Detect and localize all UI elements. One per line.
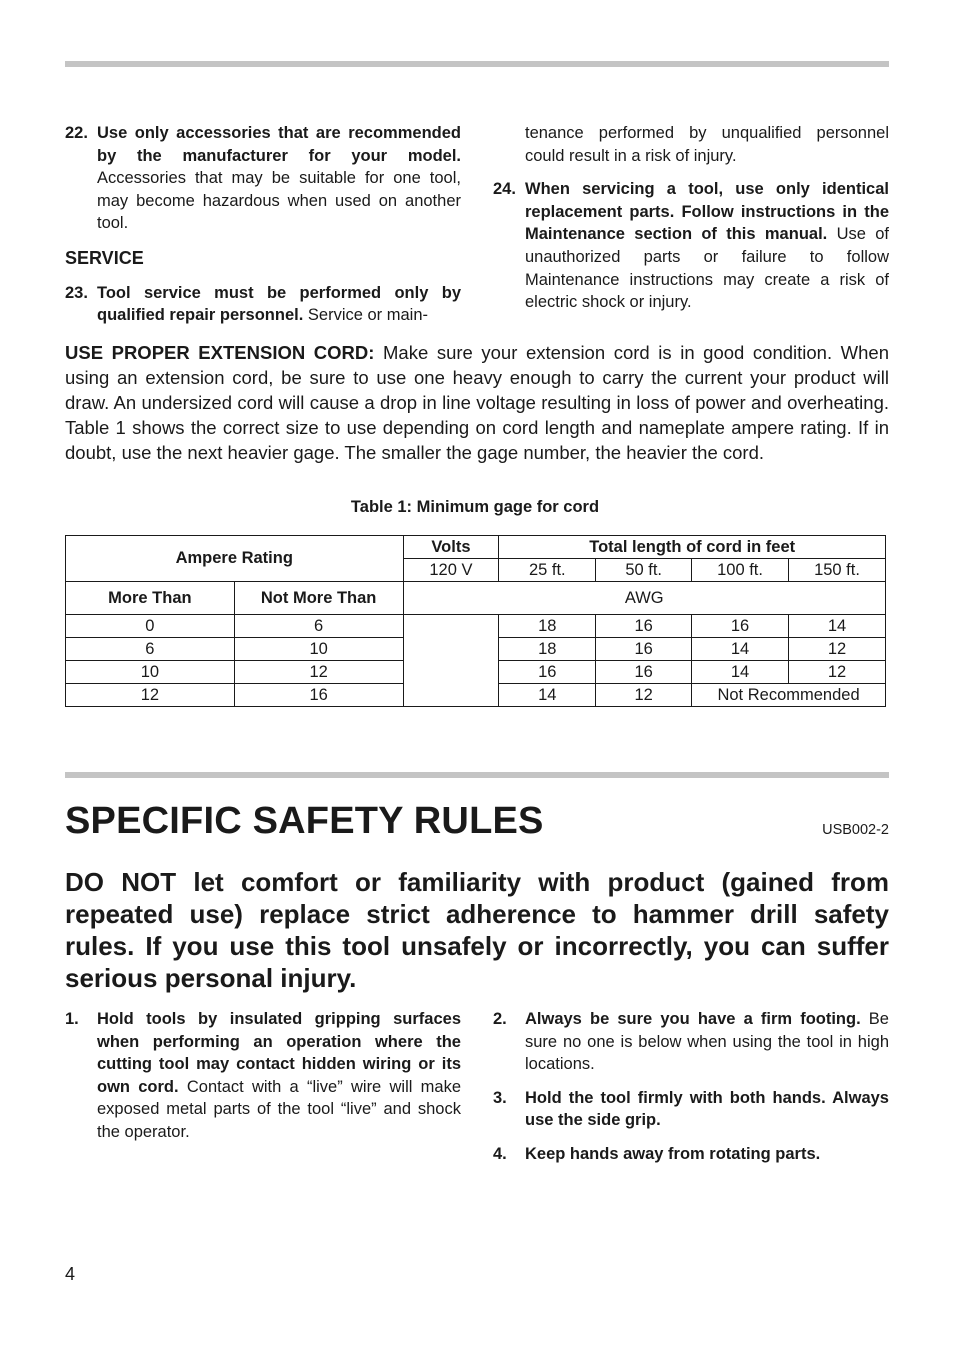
table-cell: 16	[596, 638, 692, 661]
table-cell: 14	[789, 615, 886, 638]
not-recommended-cell: Not Recommended	[692, 684, 886, 707]
total-length-header: Total length of cord in feet	[499, 536, 886, 559]
item-number: 2.	[493, 1010, 507, 1028]
rule-item-23	[65, 282, 461, 327]
table-cell: 12	[66, 684, 235, 707]
service-heading: SERVICE	[65, 247, 144, 268]
rule-item-23-continued: tenance performed by unqualified personnel could result in a risk of injury.	[525, 124, 889, 165]
right-column-top	[493, 122, 889, 314]
table-cell: 10	[66, 661, 235, 684]
table-cell: 6	[234, 615, 403, 638]
top-divider	[65, 61, 889, 67]
length-header: 50 ft.	[596, 559, 692, 582]
item-bold-text: Tool service must be performed only by qualified repair personnel.	[97, 283, 461, 325]
table-cell: 12	[789, 661, 886, 684]
table-cell: 14	[692, 661, 789, 684]
page-number: 4	[65, 1264, 76, 1284]
cord-gage-table	[65, 535, 886, 707]
left-column-top	[65, 122, 461, 327]
section-title: SPECIFIC SAFETY RULES	[65, 800, 544, 842]
ampere-rating-header: Ampere Rating	[66, 536, 404, 582]
item-number: 3.	[493, 1088, 507, 1107]
table-header-row	[66, 536, 886, 559]
more-than-header: More Than	[66, 582, 235, 615]
item-text: Use of unauthorized parts or failure to follow Maintenance instructions may create a risk of electric shock or injury.	[525, 225, 889, 312]
table-cell: 16	[692, 615, 789, 638]
item-bold-text: Use only accessories that are recommended by the manufacturer for your model.	[97, 124, 461, 165]
item-text: Service or main-	[303, 306, 429, 325]
extension-cord-lead: USE PROPER EXTENSION CORD:	[65, 342, 375, 363]
table-caption: Table 1: Minimum gage for cord	[350, 498, 600, 516]
table-cell: 12	[234, 661, 403, 684]
specific-rule-4	[493, 1143, 889, 1166]
table-cell: 12	[789, 638, 886, 661]
length-header: 25 ft.	[499, 559, 596, 582]
specific-rule-1	[65, 1008, 461, 1144]
length-header: 100 ft.	[692, 559, 789, 582]
document-code: USB002-2	[822, 822, 889, 838]
table-cell: 0	[66, 615, 235, 638]
item-number: 4.	[493, 1144, 507, 1163]
length-header: 150 ft.	[789, 559, 886, 582]
volt-value: 120 V	[403, 559, 499, 582]
specific-rule-2	[493, 1008, 889, 1076]
volts-empty-cell	[403, 615, 499, 707]
item-number: 24.	[493, 180, 516, 199]
table-cell: 14	[499, 684, 596, 707]
item-text: Accessories that may be suitable for one tool, may become hazardous when used on another tool.	[97, 169, 461, 233]
table-cell: 6	[66, 638, 235, 661]
item-number: 22.	[65, 124, 88, 142]
right-column-bottom	[493, 1008, 889, 1166]
item-text: Be sure no one is below when using the tool in high locations.	[525, 1010, 889, 1074]
table-row	[66, 615, 886, 638]
item-text: Contact with a “live” wire will make exposed metal parts of the tool “live” and shock the operator.	[97, 1077, 462, 1141]
item-bold-text: Always be sure you have a firm footing.	[525, 1010, 861, 1028]
table-cell: 16	[596, 661, 692, 684]
table-cell: 18	[499, 638, 596, 661]
safety-warning: DO NOT let comfort or familiarity with product (gained from repeated use) replace strict adherence to hammer drill safety rules. If you use this tool unsafely or incorrectly, you can suffer serious personal injury.	[65, 867, 889, 993]
table-cell: 14	[692, 638, 789, 661]
item-bold-text: Keep hands away from rotating parts.	[525, 1144, 821, 1163]
table-cell: 16	[596, 615, 692, 638]
item-bold-text: When servicing a tool, use only identical replacement parts. Follow instructions in the Maintenance section of this manual.	[525, 180, 889, 244]
table-cell: 12	[596, 684, 692, 707]
item-bold-text: Hold the tool firmly with both hands. Always use the side grip.	[525, 1088, 889, 1130]
item-number: 1.	[65, 1010, 79, 1028]
awg-header: AWG	[403, 582, 886, 615]
not-more-than-header: Not More Than	[234, 582, 403, 615]
table-label-row	[66, 582, 886, 615]
item-number: 23.	[65, 283, 88, 302]
left-column-bottom	[65, 1008, 461, 1144]
extension-cord-text: Make sure your extension cord is in good condition. When using an extension cord, be sure to use one heavy enough to carry the current your product will draw. An undersized cord will cause a drop in line voltage resulting in loss of power and overheating. Table 1 shows the correct size to use depending on cord length and nameplate ampere rating. If in doubt, use the next heavier gage. The smaller the gage number, the heavier the cord.	[65, 342, 889, 463]
table-cell: 16	[499, 661, 596, 684]
section-divider	[65, 772, 889, 778]
rule-item-22	[65, 122, 461, 235]
specific-rule-3	[493, 1087, 889, 1132]
rule-item-24	[493, 178, 889, 314]
item-bold-text: Hold tools by insulated gripping surfaces when performing an operation where the cutting tool may contact hidden wiring or its own cord.	[97, 1010, 461, 1096]
table-cell: 18	[499, 615, 596, 638]
extension-cord-paragraph	[65, 340, 889, 465]
volts-header: Volts	[403, 536, 499, 559]
table-cell: 16	[234, 684, 403, 707]
table-cell: 10	[234, 638, 403, 661]
